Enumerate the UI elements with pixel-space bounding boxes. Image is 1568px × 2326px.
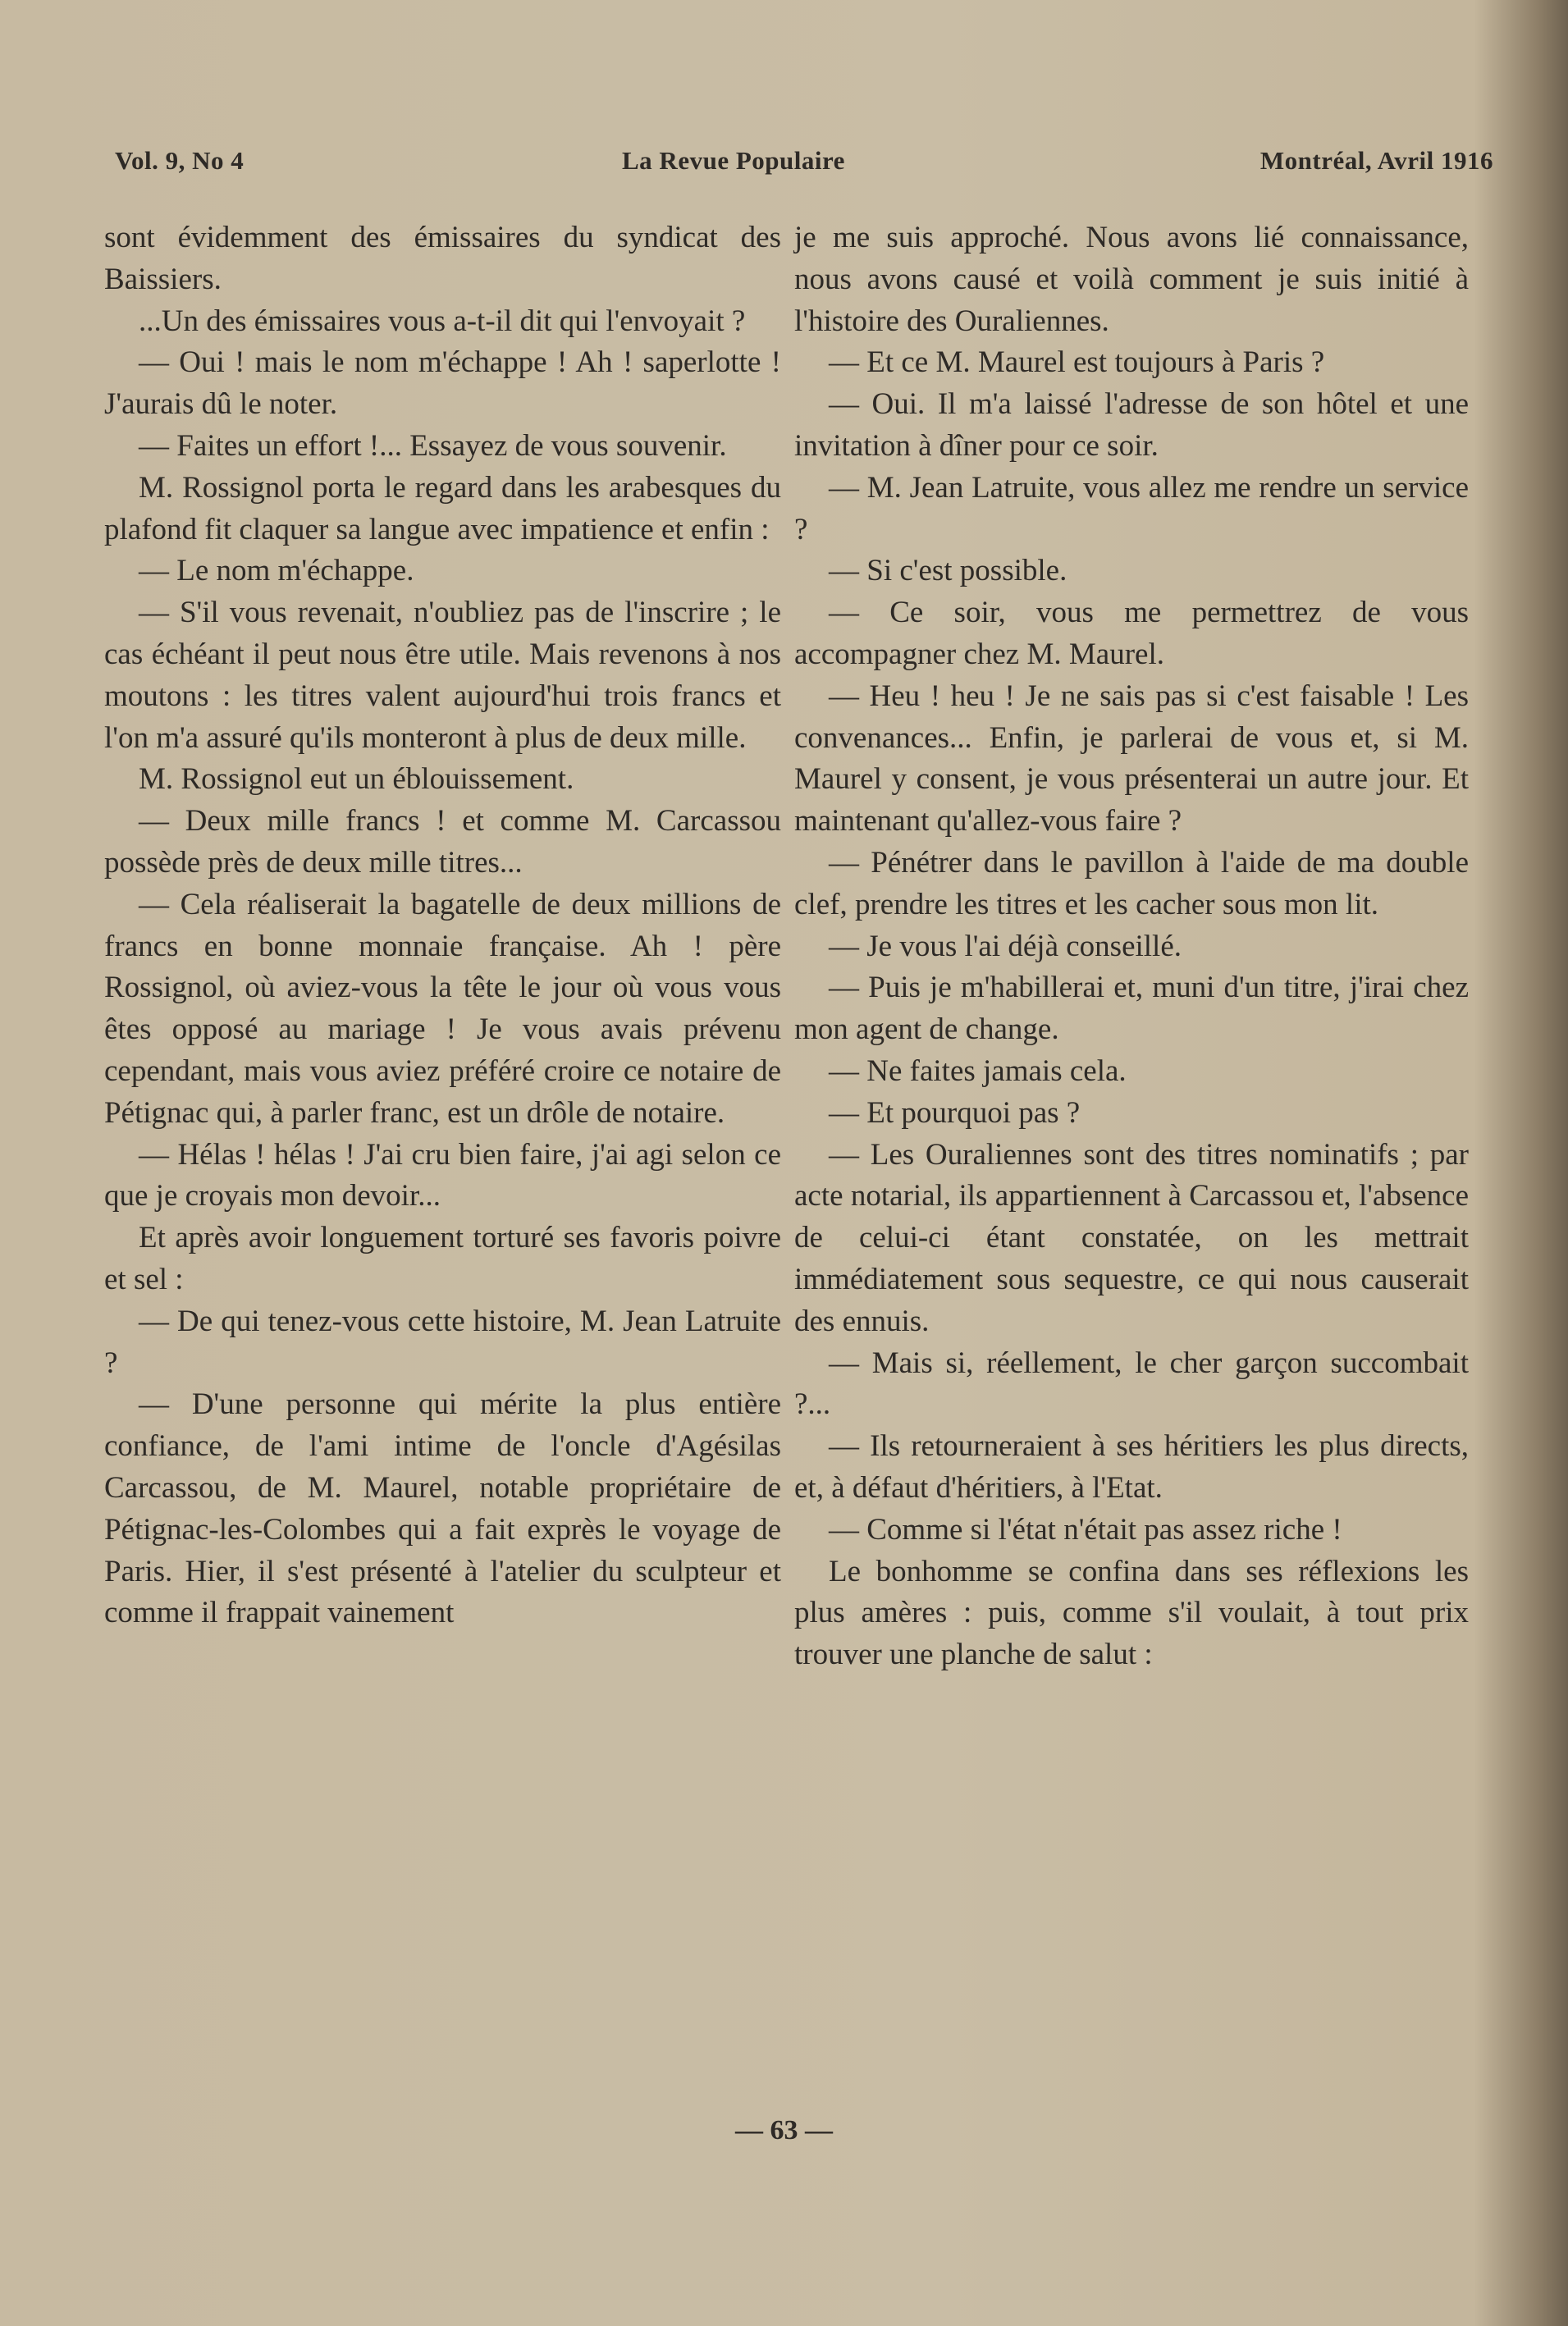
paragraph: — Pénétrer dans le pavillon à l'aide de ma double clef, prendre les titres et les cacher sous mon lit. [794, 845, 1469, 921]
paragraph: — M. Jean Latruite, vous allez me rendre un service ? [794, 470, 1469, 546]
paragraph: je me suis approché. Nous avons lié connaissance, nous avons causé et voilà comment je suis initié à l'histoire des Ouraliennes. [794, 221, 1469, 338]
paragraph: — Et ce M. Maurel est toujours à Paris ? [829, 345, 1325, 380]
paragraph: Le bonhomme se confina dans ses réflexions les plus amères : puis, comme s'il voulait, à tout prix trouver une planche de salut : [794, 1554, 1469, 1672]
paragraph: — Si c'est possible. [829, 554, 1067, 588]
paragraph: — Puis je m'habillerai et, muni d'un titre, j'irai chez mon agent de change. [794, 971, 1469, 1047]
page-header [115, 146, 1493, 187]
paragraph: — Les Ouraliennes sont des titres nominatifs ; par acte notarial, ils appartiennent à Carcassou et, l'absence de celui-ci étant constatée, on les mettrait immédiatement sous sequestre, ce qui nous causerait des ennuis. [794, 1137, 1469, 1338]
issue-date: Montréal, Avril 1916 [1259, 146, 1493, 175]
paragraph: — Faites un effort !... Essayez de vous souvenir. [139, 428, 727, 463]
paragraph: — D'une personne qui mérite la plus entière confiance, de l'ami intime de l'oncle d'Agésilas Carcassou, de M. Maurel, notable propriétaire de Pétignac-les-Colombes qui a fait exprès le voyage de Paris. Hier, il s'est présenté à l'atelier du sculpteur et comme il frappait vainement [104, 1387, 781, 1630]
magazine-title: La Revue Populaire [622, 146, 845, 175]
right-column [794, 217, 1469, 1676]
paragraph: — Cela réaliserait la bagatelle de deux millions de francs en bonne monnaie française. Ah ! père Rossignol, où aviez-vous la tête le jour où vous vous êtes opposé au mariage ! Je vous avais prévenu cependant, mais vous aviez préféré croire ce notaire de Pétignac qui, à parler franc, est un drôle de notaire. [104, 887, 781, 1130]
paragraph: M. Rossignol porta le regard dans les arabesques du plafond fit claquer sa langue avec impatience et enfin : [104, 470, 781, 546]
paragraph: — S'il vous revenait, n'oubliez pas de l'inscrire ; le cas échéant il peut nous être utile. Mais revenons à nos moutons : les titres valent aujourd'hui trois francs et l'on m'a assuré qu'ils monteront à plus de deux mille. [104, 596, 781, 755]
paragraph: — Heu ! heu ! Je ne sais pas si c'est faisable ! Les convenances... Enfin, je parlerai de vous et, si M. Maurel y consent, je vous présenterai un autre jour. Et maintenant qu'allez-vous faire ? [794, 679, 1469, 839]
paragraph: — Oui. Il m'a laissé l'adresse de son hôtel et une invitation à dîner pour ce soir. [794, 387, 1469, 463]
paragraph: — Ils retourneraient à ses héritiers les plus directs, et, à défaut d'héritiers, à l'Etat. [794, 1429, 1469, 1505]
paragraph: — Le nom m'échappe. [139, 554, 414, 588]
paragraph: — Hélas ! hélas ! J'ai cru bien faire, j'ai agi selon ce que je croyais mon devoir... [104, 1137, 781, 1213]
paragraph: M. Rossignol eut un éblouissement. [139, 762, 574, 797]
paragraph: — Ce soir, vous me permettrez de vous accompagner chez M. Maurel. [794, 596, 1469, 671]
paragraph: — Deux mille francs ! et comme M. Carcassou possède près de deux mille titres... [104, 804, 781, 880]
paragraph: — Comme si l'état n'était pas assez riche ! [829, 1512, 1342, 1547]
paragraph: — Ne faites jamais cela. [829, 1053, 1127, 1088]
paragraph: — Oui ! mais le nom m'échappe ! Ah ! saperlotte ! J'aurais dû le noter. [104, 345, 781, 422]
paragraph: Et après avoir longuement torturé ses favoris poivre et sel : [104, 1221, 781, 1296]
paragraph: sont évidemment des émissaires du syndicat des Baissiers. [104, 221, 781, 296]
left-column [104, 217, 781, 1634]
page-number: — 63 — [735, 2115, 833, 2145]
paragraph: — Je vous l'ai déjà conseillé. [829, 929, 1182, 963]
volume-number: Vol. 9, No 4 [115, 146, 245, 175]
paragraph: — Et pourquoi pas ? [829, 1095, 1081, 1130]
paragraph: ...Un des émissaires vous a-t-il dit qui l'envoyait ? [139, 304, 746, 338]
paragraph: — Mais si, réellement, le cher garçon succombait ?... [794, 1346, 1469, 1422]
paragraph: — De qui tenez-vous cette histoire, M. Jean Latruite ? [104, 1304, 781, 1380]
